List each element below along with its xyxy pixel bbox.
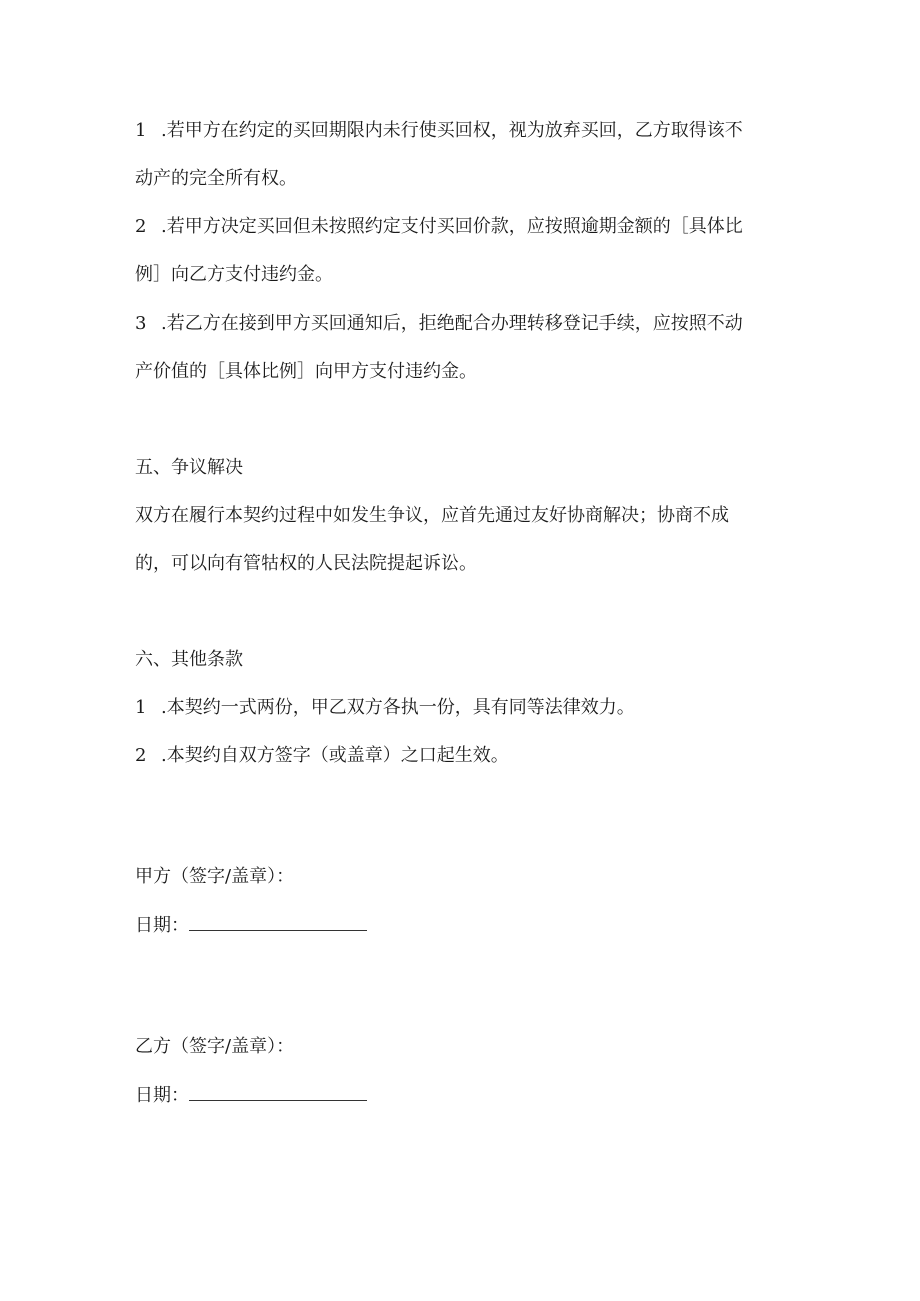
clause-2-line-1 (135, 214, 743, 240)
party-b-date-blank[interactable] (189, 1082, 367, 1101)
party-a-date-row (135, 912, 367, 939)
clause-text: .若甲方决定买回但未按照约定支付买回价款，应按照逾期金额的［具体比 (161, 216, 743, 237)
party-b-date-row (135, 1082, 367, 1109)
clause-3-line-2: 产价值的［具体比例］向甲方支付违约金。 (135, 361, 477, 382)
clause-2-line-2: 例］向乙方支付违约金。 (135, 264, 333, 285)
party-a-date-blank[interactable] (189, 912, 367, 931)
party-a-signature-label: 甲方（签字/盖章）： (135, 866, 295, 887)
party-b-signature-label: 乙方（签字/盖章）： (135, 1036, 295, 1057)
clause-number: 2 (135, 216, 147, 237)
section-6-heading: 六、其他条款 (135, 649, 243, 670)
section-5-line-1: 双方在履行本契约过程中如发生争议，应首先通过友好协商解决；协商不成 (135, 505, 729, 526)
section-5-line-2: 的，可以向有管牯权的人民法院提起诉讼。 (135, 553, 477, 574)
clause-number: 1 (135, 120, 147, 141)
item-text: .本契约一式两份，甲乙双方各执一份，具有同等法律效力。 (161, 697, 635, 718)
item-text: .本契约自双方签字（或盖章）之口起生效。 (161, 745, 509, 766)
date-label: 日期： (135, 915, 189, 936)
section-6-item-2 (135, 743, 509, 769)
date-label: 日期： (135, 1085, 189, 1106)
section-6-item-1 (135, 695, 635, 721)
clause-text: .若甲方在约定的买回期限内未行使买回权，视为放弃买回，乙方取得该不 (161, 120, 743, 141)
clause-3-line-1 (135, 311, 743, 337)
item-number: 2 (135, 745, 147, 766)
item-number: 1 (135, 697, 147, 718)
clause-text: .若乙方在接到甲方买回通知后，拒绝配合办理转移登记手续，应按照不动 (161, 313, 743, 334)
clause-1-line-2: 动产的完全所有权。 (135, 168, 297, 189)
clause-number: 3 (135, 313, 147, 334)
clause-1-line-1 (135, 118, 743, 144)
section-5-heading: 五、争议解决 (135, 457, 243, 478)
